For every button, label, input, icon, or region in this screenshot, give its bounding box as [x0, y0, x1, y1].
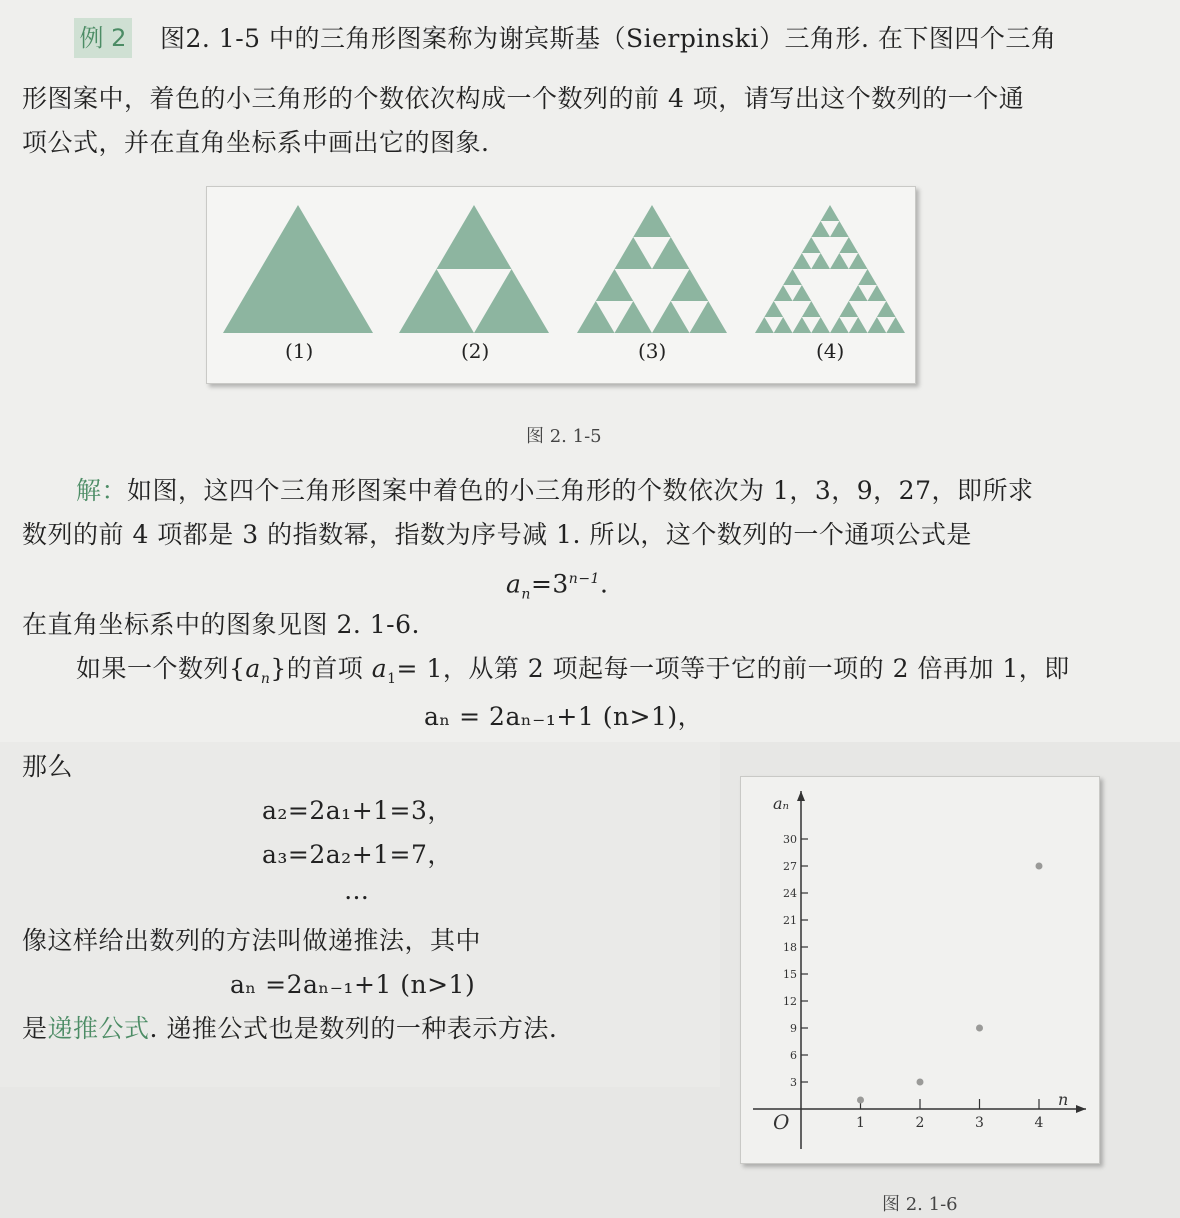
shaded-triangle — [793, 253, 812, 269]
example-line-1: 图2. 1-5 中的三角形图案称为谢宾斯基（Sierpinski）三角形. 在下图四个三角 — [160, 24, 1057, 53]
shaded-triangle — [877, 301, 896, 317]
y-tick-label: 15 — [783, 968, 797, 981]
shaded-triangle — [849, 253, 868, 269]
shaded-triangle — [839, 301, 858, 317]
recursion-pre: 如果一个数列{ — [76, 654, 246, 683]
then-label: 那么 — [22, 752, 74, 781]
shaded-triangle — [615, 301, 653, 333]
example-line-3: 项公式，并在直角坐标系中画出它的图象. — [22, 128, 490, 157]
shaded-triangle — [830, 253, 849, 269]
example-tag: 例 2 — [74, 18, 132, 58]
x-tick-label: 2 — [915, 1115, 925, 1131]
x-tick-label: 1 — [856, 1115, 865, 1131]
shaded-triangle — [793, 317, 812, 333]
shaded-triangle — [811, 221, 830, 237]
shaded-triangle — [802, 301, 821, 317]
shaded-triangle — [474, 269, 549, 333]
y-tick-label: 21 — [783, 914, 797, 927]
shaded-triangle — [774, 285, 793, 301]
y-tick-label: 30 — [783, 833, 797, 846]
shaded-triangle — [774, 317, 793, 333]
x-axis-arrow — [1076, 1105, 1086, 1113]
recursion-n: n — [260, 671, 271, 687]
shaded-triangle — [399, 269, 474, 333]
recursion-formula-2: aₙ =2aₙ₋₁+1 (n>1) — [230, 970, 476, 999]
solution-line-2: 数列的前 4 项都是 3 的指数幂，指数为序号减 1. 所以，这个数列的一个通项公式是 — [22, 520, 972, 549]
shaded-triangle — [577, 301, 615, 333]
origin-label: O — [773, 1110, 790, 1134]
shaded-triangle — [437, 205, 512, 269]
shaded-triangle — [849, 317, 868, 333]
y-tick-label: 3 — [790, 1076, 797, 1089]
shaded-triangle — [821, 205, 840, 221]
shaded-triangle — [783, 269, 802, 285]
recursion-line-2: 像这样给出数列的方法叫做递推法，其中 — [22, 926, 482, 955]
y-tick-label: 12 — [783, 995, 797, 1008]
shaded-triangle — [690, 301, 728, 333]
sierpinski-triangle-3 — [577, 205, 727, 333]
triangle-label-2: (2) — [461, 339, 490, 363]
shaded-triangle — [596, 269, 634, 301]
recursion-mid: }的首项 — [270, 654, 372, 683]
formula-a: a — [506, 569, 522, 599]
solution-text-1: 如图，这四个三角形图案中着色的小三角形的个数依次为 1，3，9，27，即所求 — [127, 476, 1034, 505]
formula-sup: n−1 — [568, 571, 600, 587]
sierpinski-triangle-4 — [755, 205, 905, 333]
recursion-eq-2: a₃=2a₂+1=7， — [262, 840, 453, 869]
recursion-line-1 — [76, 652, 1070, 696]
shaded-triangle — [652, 301, 690, 333]
triangle-label-4: (4) — [816, 339, 845, 363]
recursion-a1: a — [371, 654, 388, 683]
shaded-triangle — [633, 205, 671, 237]
shaded-triangle — [802, 237, 821, 253]
recursion-dots: … — [344, 876, 370, 905]
triangle-label-3: (3) — [638, 339, 667, 363]
data-point — [917, 1079, 924, 1086]
formula-end: . — [599, 569, 609, 599]
shaded-triangle — [223, 205, 373, 333]
shaded-triangle — [652, 237, 690, 269]
figure1-caption: 图 2. 1-5 — [526, 426, 602, 447]
shaded-triangle — [615, 237, 653, 269]
example-line-2: 形图案中，着色的小三角形的个数依次构成一个数列的前 4 项，请写出这个数列的一个通 — [22, 84, 1025, 113]
figure2-caption: 图 2. 1-6 — [882, 1194, 958, 1215]
recursion-a: a — [245, 654, 261, 683]
shaded-triangle — [764, 301, 783, 317]
shaded-triangle — [811, 317, 830, 333]
y-tick-label: 24 — [783, 887, 797, 900]
data-point — [857, 1097, 864, 1104]
scatter-chart — [741, 777, 1099, 1163]
recursive-formula-term: 递推公式 — [47, 1014, 150, 1043]
shaded-triangle — [830, 317, 849, 333]
shaded-triangle — [671, 269, 709, 301]
shaded-triangle — [886, 317, 905, 333]
recursion-line-3-pre: 是 — [22, 1014, 48, 1043]
shaded-triangle — [830, 221, 849, 237]
recursion-one: 1 — [387, 671, 397, 687]
recursion-formula-1: aₙ = 2aₙ₋₁+1 (n>1)， — [424, 702, 704, 731]
general-formula — [506, 562, 608, 611]
solution-label: 解： — [76, 476, 128, 505]
recursion-line-3 — [22, 1012, 557, 1046]
x-tick-label: 3 — [975, 1115, 984, 1131]
recursion-post: = 1，从第 2 项起每一项等于它的前一项的 2 倍再加 1，即 — [396, 654, 1070, 683]
shaded-triangle — [839, 237, 858, 253]
sierpinski-triangle-2 — [399, 205, 549, 333]
formula-sub: n — [521, 586, 531, 603]
y-tick-label: 9 — [790, 1022, 797, 1035]
y-axis-label: aₙ — [773, 794, 790, 813]
solution-line-1 — [76, 474, 1034, 508]
shaded-triangle — [868, 285, 887, 301]
triangle-label-1: (1) — [285, 339, 314, 363]
shaded-triangle — [858, 269, 877, 285]
sierpinski-triangle-1 — [223, 205, 373, 333]
shaded-triangle — [755, 317, 774, 333]
shaded-triangle — [868, 317, 887, 333]
y-tick-label: 6 — [790, 1049, 797, 1062]
sierpinski-figure — [206, 186, 916, 384]
solution-line-3: 在直角坐标系中的图象见图 2. 1-6. — [22, 610, 420, 639]
recursion-eq-1: a₂=2a₁+1=3， — [262, 796, 453, 825]
data-point — [976, 1025, 983, 1032]
formula-eq: =3 — [530, 569, 569, 599]
x-tick-label: 4 — [1034, 1115, 1044, 1131]
y-tick-label: 18 — [783, 941, 797, 954]
shaded-triangle — [793, 285, 812, 301]
y-tick-label: 27 — [783, 860, 797, 873]
chart-figure — [740, 776, 1100, 1164]
shaded-triangle — [849, 285, 868, 301]
recursion-line-3-post: . 递推公式也是数列的一种表示方法. — [149, 1014, 558, 1043]
shaded-triangle — [811, 253, 830, 269]
y-axis-arrow — [797, 791, 805, 801]
data-point — [1036, 863, 1043, 870]
x-axis-label: n — [1058, 1090, 1069, 1109]
